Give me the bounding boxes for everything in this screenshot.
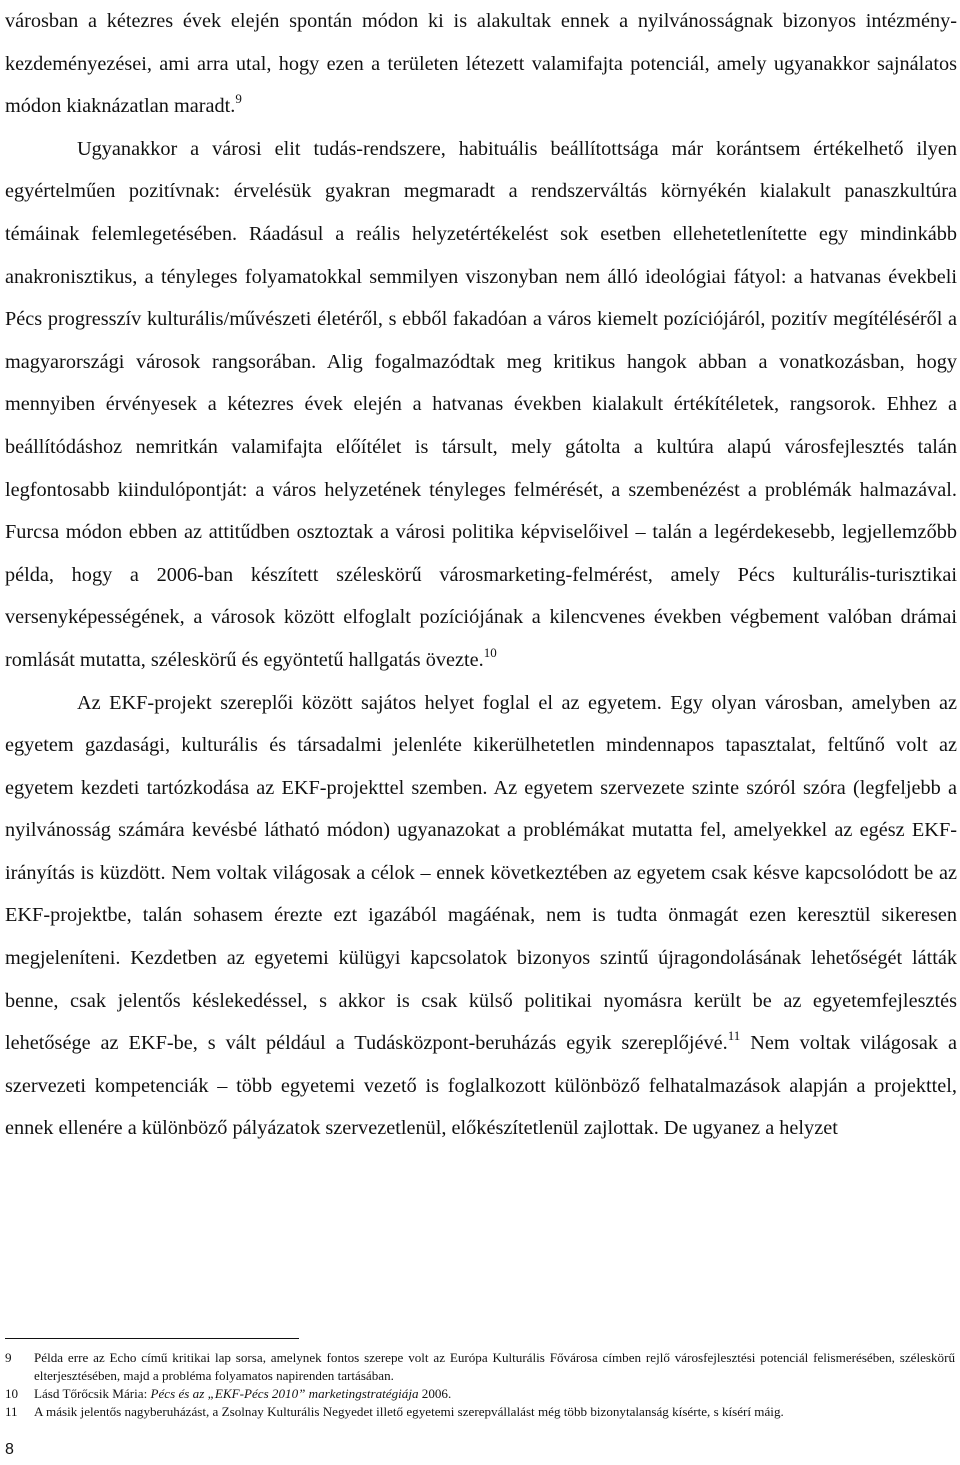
footnote-title: Pécs és az „EKF-Pécs 2010” marketingstratégiája [150,1386,419,1401]
paragraph-text: városban a kétezres évek elején spontán módon ki is alakultak ennek a nyilvánosságnak bizonyos intézmény-kezdeményezései, ami arra utal, hogy ezen a területen létezett valamifajta potenciál, amely ugyanakkor sajnálatos módon kiaknázatlan maradt. [5,10,957,118]
page-number: 8 [5,1441,14,1458]
footnote-separator [5,1338,299,1339]
footnote-text: 2006. [418,1386,452,1401]
footnote-ref[interactable]: 11 [727,1028,741,1044]
body-text [5,0,957,1150]
footnote-number: 10 [5,1386,19,1401]
document-page [5,0,957,1150]
paragraph-continued [5,0,957,128]
footnote-text: A másik jelentős nagyberuházást, a Zsolnay Kulturális Negyedet illető egyetemi szerepvállalást még több bizonytalanság kísérte, s kísérí máig. [34,1404,784,1419]
paragraph [5,128,957,682]
footnote-ref[interactable]: 10 [483,644,497,660]
footnote-number: 11 [5,1404,18,1419]
paragraph [5,682,957,1151]
footnote-ref[interactable]: 9 [235,91,242,107]
footnote [5,1403,955,1421]
footnote [5,1385,955,1403]
footnotes [5,1349,955,1421]
paragraph-text: Az EKF-projekt szereplői között sajátos helyet foglal el az egyetem. Egy olyan városban, amelyben az egyetem gazdasági, kulturális és társadalmi jelenléte kikerülhetetlen mindennapos tapasztalat, feltűnő volt az egyetem kezdeti tartózkodása az EKF-projekttel szemben. Az egyetem szervezete szinte szóról szóra (legfeljebb a nyilvánosság számára kevésbé látható módon) ugyanazokat a problémákat mutatta fel, amelyekkel az egész EKF-irányítás is küzdött. Nem voltak világosak a célok – ennek következtében az egyetem csak késve kapcsolódott be az EKF-projektbe, talán sohasem érezte ezt igazából magáénak, nem is tudta önmagát ezen keresztül sikeresen megjeleníteni. Kezdetben az egyetemi külügyi kapcsolatok bizonyos szintű újragondolásának lehetőségét látták benne, csak jelentős késlekedéssel, s akkor is csak külső politikai nyomásra került be az egyetemfejlesztés lehetősége az EKF-be, s vált például a Tudásközpont-beruházás egyik szereplőjévé. [5,691,957,1055]
paragraph-text: Ugyanakkor a városi elit tudás-rendszere, habituális beállítottsága már korántsem értékelhető ilyen egyértelműen pozitívnak: érvelésük gyakran megmaradt a rendszerváltás környékén kialakult panaszkultúra témáinak felemlegetésében. Ráadásul a reális helyzetértékelést sok esetben ellehetetlenítette egy mindinkább anakronisztikus, a tényleges folyamatokkal semmilyen viszonyban nem álló ideológiai fátyol: a hatvanas évekbeli Pécs progresszív kulturális/művészeti életéről, s ebből fakadóan a város kiemelt pozíciójáról, pozitív megítéléséről a magyarországi városok rangsorában. Alig fogalmazódtak meg kritikus hangok abban a vonatkozásban, hogy mennyiben érvényesek a kétezres évek elején a hatvanas években kialakult értékítéletek, rangsorok. Ehhez a beállítódáshoz nemritkán valamifajta előítélet is társult, mely gátolta a kultúra alapú városfejlesztés talán legfontosabb kiindulópontját: a város helyzetének tényleges felmérését, a szembenézést a problémák halmazával. Furcsa módon ebben az attitűdben osztoztak a városi politika képviselőivel – talán a legérdekesebb, legjellemzőbb példa, hogy a 2006-ban készített széleskörű városmarketing-felmérést, amely Pécs kulturális-turisztikai versenyképességének, a városok között elfoglalt pozíciójának a kilencvenes években végbement valóban drámai romlását mutatta, széleskörű és egyöntetű hallgatás övezte. [5,137,957,671]
footnote-text: Példa erre az Echo című kritikai lap sorsa, amelynek fontos szerepe volt az Európa Kulturális Fővárosa címben rejlő városfejlesztési potenciál felismerésében, széleskörű elterjesztésében, majd a probléma folyamatos napirenden tartásában. [34,1350,955,1383]
footnote-text: Lásd Tőrőcsik Mária: [34,1386,151,1401]
footnote-number: 9 [5,1350,12,1365]
paragraph-text: Nem voltak világosak a szervezeti kompetenciák – több egyetemi vezető is foglalkozott különböző felhatalmazások alapján a projekttel, ennek ellenére a különböző pályázatok szervezetlenül, előkészítetlenül zajlottak. De ugyanez a helyzet [5,1032,958,1140]
footnote [5,1349,955,1385]
